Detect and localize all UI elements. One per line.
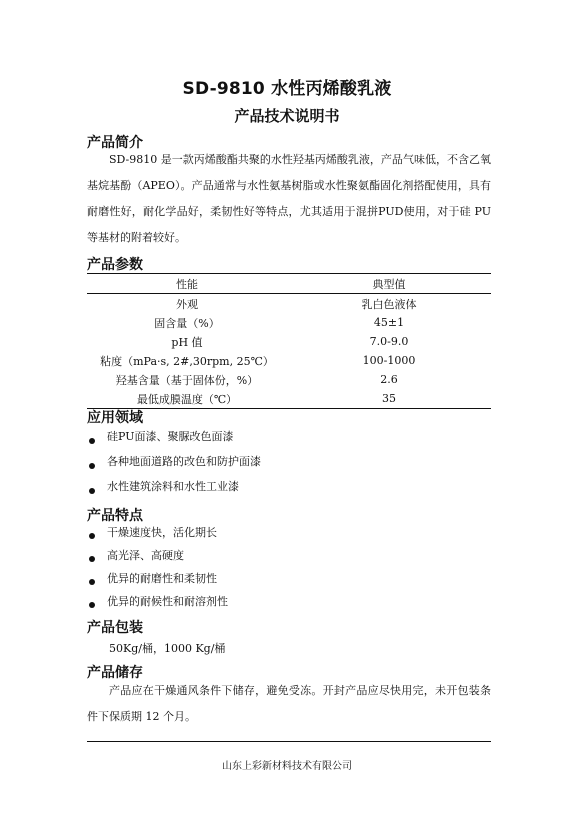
storage-heading: 产品储存 [87,665,143,681]
features-heading: 产品特点 [87,508,143,524]
table-cell-value: 100-1000 [362,354,416,367]
table-row [87,370,491,389]
table-cell-property: 粘度（mPa·s, 2#,30rpm, 25℃） [100,354,274,368]
document-title: SD-9810 水性丙烯酸乳液 [182,79,392,99]
applications-list [87,428,261,503]
table-header-value: 典型值 [372,277,406,291]
table-row [87,313,491,332]
table-cell-value: 45±1 [373,316,405,329]
document-subtitle: 产品技术说明书 [234,107,340,125]
table-cell-property: 最低成膜温度（℃） [136,392,238,406]
list-item: 干燥速度快，活化期长 [87,524,228,547]
bullet-icon [89,579,95,585]
params-heading: 产品参数 [87,257,143,273]
table-cell-value: 35 [382,392,396,405]
intro-heading: 产品简介 [87,135,143,151]
bullet-icon [89,463,95,469]
bullet-icon [89,602,95,608]
company-footer: 山东上彩新材料技术有限公司 [222,761,352,772]
table-row [87,332,491,351]
params-table [87,273,491,409]
list-item: 硅PU面漆、聚脲改色面漆 [87,428,261,453]
features-list [87,524,228,616]
list-item: 水性建筑涂料和水性工业漆 [87,478,261,503]
bullet-icon [89,533,95,539]
table-header-row [87,274,491,294]
applications-heading: 应用领域 [87,410,143,426]
table-header-property: 性能 [176,277,198,291]
packaging-heading: 产品包装 [87,620,143,636]
bullet-icon [89,488,95,494]
bullet-icon [89,556,95,562]
bullet-icon [89,438,95,444]
table-cell-value: 7.0-9.0 [369,335,409,348]
table-row [87,351,491,370]
table-cell-property: 外观 [176,297,198,311]
table-row [87,294,491,314]
table-cell-value: 2.6 [380,373,398,386]
footer-divider [87,741,491,742]
list-item: 优异的耐磨性和柔韧性 [87,570,228,593]
list-item: 高光泽、高硬度 [87,547,228,570]
table-cell-property: 羟基含量（基于固体份，%） [115,373,259,387]
table-cell-property: 固含量（%） [154,316,220,330]
intro-paragraph: SD-9810 是一款丙烯酸酯共聚的水性羟基丙烯酸乳液，产品气味低，不含乙氧基烷基酚（APEO）。产品通常与水性氨基树脂或水性聚氨酯固化剂搭配使用，具有耐磨性好，耐化学品好，柔韧性好等特点，尤其适用于混拼PUD使用，对于硅 PU 等基材的附着较好。 [87,153,491,244]
storage-paragraph: 产品应在干燥通风条件下储存，避免受冻。开封产品应尽快用完，未开包装条件下保质期 12 个月。 [87,684,491,723]
table-cell-value: 乳白色液体 [361,297,417,311]
table-cell-property: pH 值 [171,335,203,349]
list-item: 优异的耐候性和耐溶剂性 [87,593,228,616]
list-item: 各种地面道路的改色和防护面漆 [87,453,261,478]
table-row [87,389,491,409]
packaging-text: 50Kg/桶，1000 Kg/桶 [109,642,226,655]
